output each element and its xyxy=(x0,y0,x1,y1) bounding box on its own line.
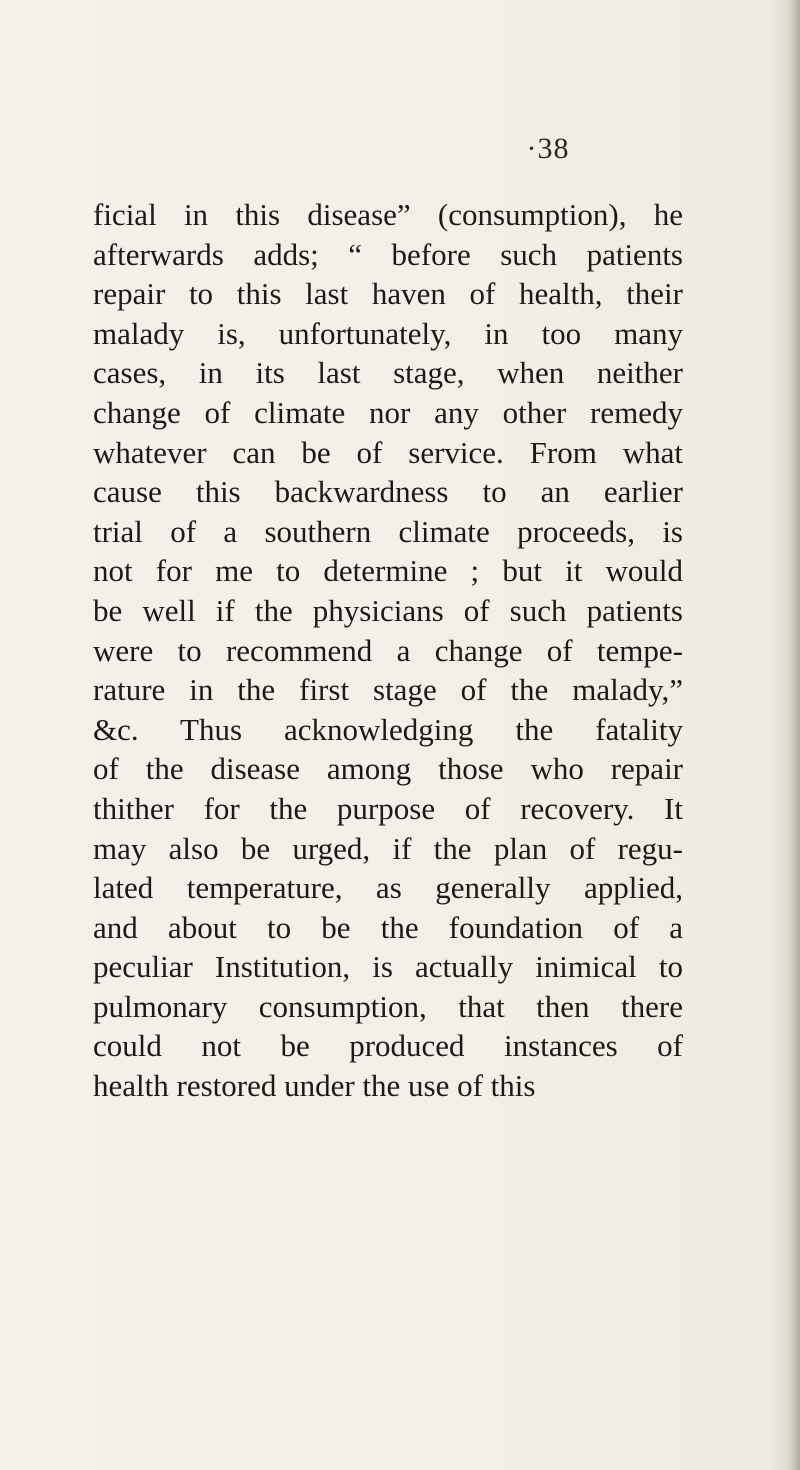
page-edge-shadow xyxy=(788,0,800,1470)
text-line: ficial in this disease” (consumption), he xyxy=(93,197,683,232)
text-line: repair to this last haven of health, their xyxy=(93,276,683,312)
text-line: cause this backwardness to an earlier xyxy=(93,474,683,510)
body-text xyxy=(93,195,683,1106)
text-line: of the disease among those who repair xyxy=(93,751,683,787)
text-line: rature in the first stage of the malady,” xyxy=(93,672,683,708)
text-line: were to recommend a change of tempe- xyxy=(93,632,683,668)
text-line: could not be produced instances of xyxy=(93,1028,683,1064)
text-line: lated temperature, as generally applied, xyxy=(93,870,683,906)
text-line: malady is, unfortunately, in too many xyxy=(93,315,683,351)
text-line: pulmonary consumption, that then there xyxy=(93,988,683,1024)
text-line: cases, in its last stage, when neither xyxy=(93,355,683,391)
text-line: change of climate nor any other remedy xyxy=(93,394,683,430)
text-line: and about to be the foundation of a xyxy=(93,909,683,945)
text-line: peculiar Institution, is actually inimical to xyxy=(93,949,683,985)
text-line: thither for the purpose of recovery. It xyxy=(93,790,683,826)
text-line: not for me to determine ; but it would xyxy=(93,553,683,589)
text-line: be well if the physicians of such patients xyxy=(93,592,683,628)
text-line: health restored under the use of this xyxy=(93,1068,536,1104)
text-line: &c. Thus acknowledging the fatality xyxy=(93,711,683,747)
page-number: ·38 xyxy=(526,132,570,165)
text-line: afterwards adds; “ before such patients xyxy=(93,236,683,272)
text-line: may also be urged, if the plan of regu- xyxy=(93,830,683,866)
text-line: trial of a southern climate proceeds, is xyxy=(93,513,683,549)
text-line: whatever can be of service. From what xyxy=(93,434,683,470)
